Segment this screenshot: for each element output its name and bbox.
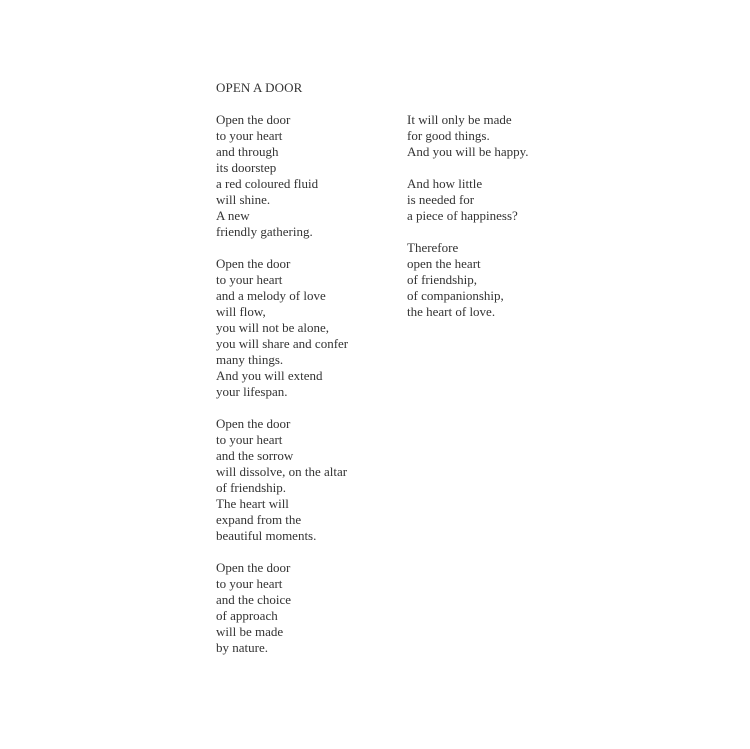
poem-line: of friendship. <box>216 480 287 495</box>
poem-line: The heart will <box>216 496 289 511</box>
stanza <box>216 416 386 544</box>
poem-line: will dissolve, on the altar <box>216 464 348 479</box>
stanza <box>407 112 577 160</box>
poem-line: open the heart <box>407 256 481 271</box>
poem-line: And you will be happy. <box>407 144 529 159</box>
poem-left-column <box>216 112 386 672</box>
poem-line: friendly gathering. <box>216 224 313 239</box>
poem-line: It will only be made <box>407 112 512 127</box>
poem-line: And how little <box>407 176 483 191</box>
poem-line: by nature. <box>216 640 268 655</box>
poem-line: you will share and confer <box>216 336 349 351</box>
poem-line: your lifespan. <box>216 384 288 399</box>
poem-line: to your heart <box>216 272 283 287</box>
poem-line: expand from the <box>216 512 302 527</box>
poem-line: to your heart <box>216 576 283 591</box>
poem-line: you will not be alone, <box>216 320 330 335</box>
poem-line: Open the door <box>216 256 291 271</box>
stanza <box>216 560 386 656</box>
poem-line: will flow, <box>216 304 266 319</box>
poem-line: its doorstep <box>216 160 277 175</box>
poem-line: of companionship, <box>407 288 504 303</box>
poem-line: a piece of happiness? <box>407 208 518 223</box>
poem-line: and a melody of love <box>216 288 326 303</box>
poem-line: many things. <box>216 352 284 367</box>
poem-line: of approach <box>216 608 278 623</box>
poem-line: is needed for <box>407 192 475 207</box>
poem-line: to your heart <box>216 128 283 143</box>
poem-line: will shine. <box>216 192 271 207</box>
poem-line: Open the door <box>216 112 291 127</box>
stanza <box>407 176 577 224</box>
poem-line: Therefore <box>407 240 459 255</box>
poem-line: for good things. <box>407 128 490 143</box>
poem-line: Open the door <box>216 560 291 575</box>
stanza <box>216 256 386 400</box>
poem-line: and through <box>216 144 279 159</box>
poem-line: and the choice <box>216 592 292 607</box>
poem-line: of friendship, <box>407 272 478 287</box>
poem-line: A new <box>216 208 250 223</box>
poem-line: to your heart <box>216 432 283 447</box>
poem-line: Open the door <box>216 416 291 431</box>
poem-line: And you will extend <box>216 368 323 383</box>
poem-line: and the sorrow <box>216 448 294 463</box>
poem-line: beautiful moments. <box>216 528 317 543</box>
poem-right-column <box>407 112 577 336</box>
stanza <box>407 240 577 320</box>
stanza <box>216 112 386 240</box>
poem-line: a red coloured fluid <box>216 176 319 191</box>
poem-line: the heart of love. <box>407 304 496 319</box>
poem-title: OPEN A DOOR <box>216 80 303 95</box>
poem-line: will be made <box>216 624 284 639</box>
